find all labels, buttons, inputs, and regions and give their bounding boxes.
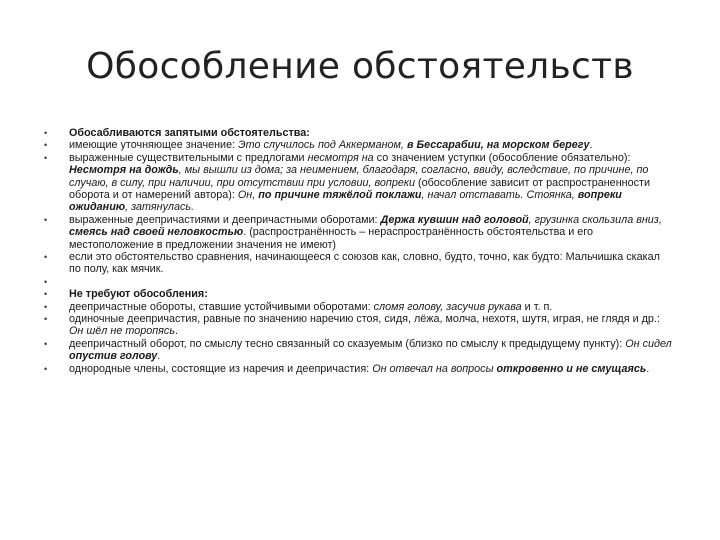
list-item-text: [69, 313, 660, 337]
text-run: если это обстоятельство сравнения, начинающееся с союзов как, словно, будто, точно, как будто: Мальчишка скакал по полу, как мячик.: [69, 251, 660, 276]
text-run: несмотря на: [307, 151, 374, 164]
text-run: .: [646, 362, 650, 375]
text-run: , грузинка скользила вниз,: [528, 213, 662, 226]
text-run: одиночные деепричастия, равные по значению наречию стоя, сидя, лёжа, молча, нехотя, шутя, играя, не глядя и др.:: [69, 313, 660, 326]
text-run: деепричастный оборот, по смыслу тесно связанный со сказуемым (близко по смыслу к предыдущему пункту):: [69, 337, 626, 350]
list-item: [44, 152, 674, 214]
list-item-text: [69, 301, 552, 313]
text-run: , начал отставать. Стоянка,: [421, 189, 578, 202]
text-run: Несмотря на дождь: [69, 164, 179, 177]
text-run: Держа кувшин над головой: [380, 213, 529, 226]
list-item-text: [69, 152, 650, 214]
text-run: .: [175, 325, 179, 338]
list-item: [44, 127, 674, 139]
list-item-text: [69, 363, 649, 375]
text-run: сломя голову, засучив рукава: [373, 300, 522, 313]
bullet-icon: •: [44, 214, 48, 225]
bullet-icon: •: [44, 363, 48, 374]
list-item: [44, 276, 674, 288]
text-run: .: [589, 139, 593, 152]
text-run: , мы вышли из дома; за неимением, благодаря, согласно, ввиду, вследствие, по причине, по случаю, в силу, при наличии, при отсутствии при условии, вопреки: [69, 164, 649, 189]
bullet-list: [44, 127, 674, 375]
text-run: Он,: [237, 189, 259, 202]
list-item: [44, 338, 674, 363]
list-item: [44, 214, 674, 251]
list-item-text: [69, 288, 208, 300]
text-run: однородные члены, состоящие из наречия и деепричастия:: [69, 362, 373, 375]
list-item: [44, 139, 674, 151]
bullet-icon: •: [44, 128, 48, 138]
text-run: . (распространённость – нераспространённость обстоятельства и его местоположение в предложении значения не имеют): [69, 226, 593, 251]
text-run: Он отвечал на вопросы: [372, 362, 497, 375]
list-item: [44, 251, 674, 276]
text-run: по причине тяжёлой поклажи: [258, 189, 422, 202]
text-run: , затянулась.: [125, 201, 195, 214]
list-item: [44, 313, 674, 338]
text-run: .: [157, 350, 161, 363]
bullet-icon: •: [44, 140, 48, 151]
text-run: (обособление зависит от распространенности оборота и от намерений автора):: [69, 176, 650, 202]
text-run: выраженные деепричастиями и деепричастными оборотами:: [69, 213, 381, 226]
text-run: имеющие уточняющее значение:: [69, 139, 239, 152]
list-item-text: [69, 139, 593, 151]
list-item: [44, 301, 674, 313]
text-run: деепричастные обороты, ставшие устойчивыми оборотами:: [69, 300, 374, 313]
list-item-text: [69, 127, 310, 139]
text-run: смеясь над своей неловкостью: [69, 226, 244, 239]
page-title: Обособление обстоятельств: [86, 46, 634, 87]
bullet-icon: •: [44, 338, 48, 349]
text-run: опустив голову: [69, 350, 158, 363]
text-run: Не требуют обособления:: [69, 288, 208, 301]
list-item: [44, 288, 674, 300]
text-run: откровенно и не смущаясь: [496, 362, 647, 375]
text-run: Обосабливаются запятыми обстоятельства:: [69, 127, 310, 139]
bullet-icon: •: [44, 314, 48, 325]
text-run: со значением уступки (обособление обязательно):: [373, 151, 631, 164]
bullet-icon: •: [44, 252, 48, 263]
bullet-icon: •: [44, 152, 48, 163]
text-run: выраженные существительными с предлогами: [69, 151, 308, 164]
text-run: вопреки ожиданию: [69, 189, 622, 214]
text-run: Это случилось под Аккерманом,: [238, 139, 407, 152]
list-item: [44, 363, 674, 375]
bullet-icon: •: [44, 289, 48, 300]
bullet-icon: •: [44, 276, 48, 287]
text-run: Он сидел: [625, 337, 672, 350]
text-run: в Бессарабии, на морском берегу: [406, 139, 590, 152]
text-run: Он шёл не торопясь: [69, 325, 176, 338]
list-item-text: [69, 214, 662, 251]
bullet-icon: •: [44, 301, 48, 312]
list-item-text: [69, 338, 672, 362]
text-run: и т. п.: [521, 300, 553, 313]
list-item-text: [69, 251, 660, 275]
